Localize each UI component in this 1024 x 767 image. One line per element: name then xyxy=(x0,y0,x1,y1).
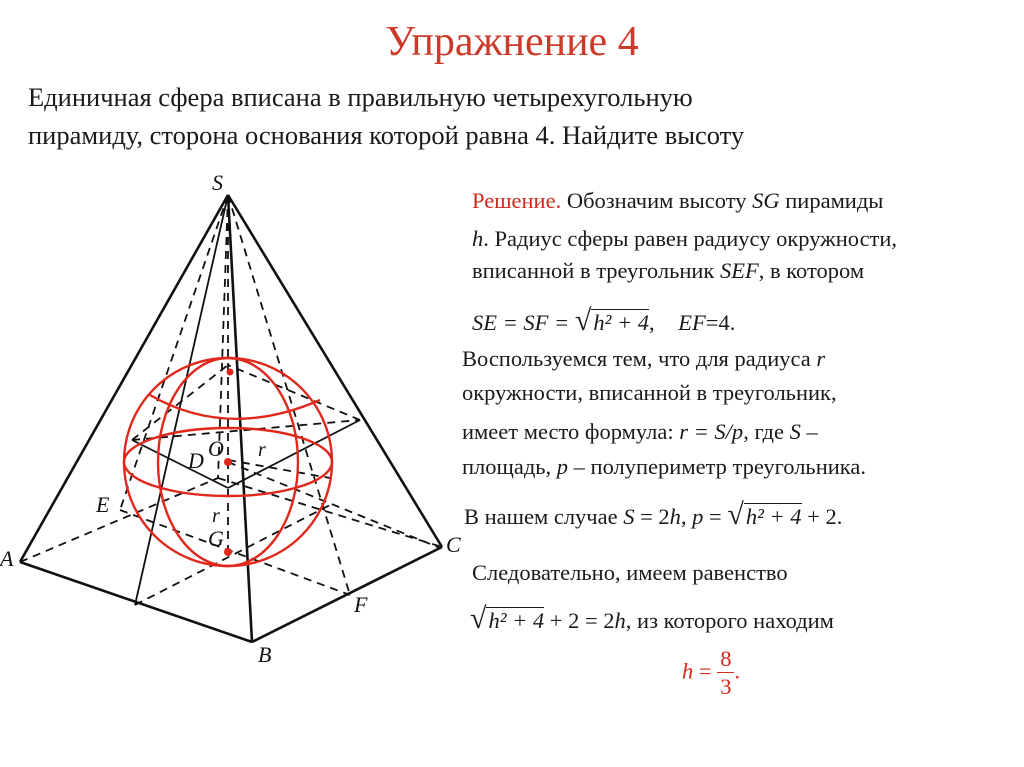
solution-line-8 xyxy=(464,500,842,532)
solution-line-9 xyxy=(472,558,788,588)
label-B: B xyxy=(258,642,272,667)
label-D: D xyxy=(188,448,204,473)
solution-label: Решение. xyxy=(472,188,562,213)
label-S: S xyxy=(212,170,223,195)
fraction-numerator: 8 xyxy=(717,646,734,673)
solution-line-2 xyxy=(472,224,897,254)
math-p: p xyxy=(556,454,569,479)
radical-sign: √ xyxy=(470,602,487,635)
solution-line-3 xyxy=(472,256,864,286)
formula-ef-value: =4. xyxy=(705,310,736,335)
formula-r: r = S/p xyxy=(679,419,744,444)
solution-text: + 2. xyxy=(801,504,843,529)
solution-text: Следовательно, имеем равенство xyxy=(472,560,788,585)
solution-text: площадь, xyxy=(462,454,557,479)
solution-text: = xyxy=(703,504,722,529)
edge-AD xyxy=(20,478,218,562)
solution-text: пирамиды xyxy=(779,188,884,213)
math-r: r xyxy=(816,346,826,371)
radicand: h² + 4 xyxy=(745,504,802,529)
label-G: G xyxy=(208,526,224,551)
equals-sign: = xyxy=(693,658,712,684)
radicand: h² + 4 xyxy=(488,608,545,633)
solution-text: . Радиус сферы равен радиусу окружности, xyxy=(483,226,898,251)
comma: , xyxy=(649,310,655,335)
solution-line-10 xyxy=(470,604,834,636)
sqrt-expression xyxy=(575,306,649,338)
solution-text: В нашем случае xyxy=(464,504,624,529)
apothem-SE xyxy=(120,195,228,510)
point-O xyxy=(224,458,232,466)
slide-title: Упражнение 4 xyxy=(385,19,639,65)
formula-left: SE = SF = xyxy=(472,310,570,335)
problem-line-1: Единичная сфера вписана в правильную четырехугольную xyxy=(28,82,693,112)
solution-text: , из которого находим xyxy=(625,608,834,633)
math-p: p xyxy=(692,504,704,529)
solution-text: Обозначим высоту xyxy=(561,188,753,213)
label-r-upper: r xyxy=(258,439,266,461)
math-EF: EF xyxy=(678,310,706,335)
math-h: h xyxy=(614,608,626,633)
solution-text: вписанной в треугольник xyxy=(472,258,720,283)
math-SEF: SEF xyxy=(719,258,759,283)
math-h: h xyxy=(472,226,484,251)
solution-text: – xyxy=(800,419,818,444)
label-F: F xyxy=(354,592,368,617)
label-r-lower: r xyxy=(212,505,220,527)
midline xyxy=(135,505,330,605)
answer-formula xyxy=(682,646,740,701)
radical-sign: √ xyxy=(574,304,592,337)
solution-text: окружности, вписанной в треугольник, xyxy=(462,380,837,405)
math-S: S xyxy=(623,504,635,529)
problem-statement xyxy=(28,78,1008,154)
sqrt-expression xyxy=(727,500,801,532)
math-SG: SG xyxy=(752,188,780,213)
solution-text: имеет место формула: xyxy=(462,419,680,444)
radical-sign: √ xyxy=(727,498,744,531)
solution-text: + 2 = 2 xyxy=(544,608,615,633)
radicand: h² + 4 xyxy=(593,310,650,335)
label-O: O xyxy=(208,436,224,461)
tangent-point xyxy=(227,369,234,376)
solution-line-5 xyxy=(462,378,837,408)
label-C: C xyxy=(446,532,461,557)
label-E: E xyxy=(96,492,110,517)
edge-DC xyxy=(218,478,442,547)
solution-text: = 2 xyxy=(634,504,670,529)
solution-text: Воспользуемся тем, что для радиуса xyxy=(462,346,817,371)
section-line-2 xyxy=(228,462,440,548)
answer-fraction xyxy=(717,646,734,701)
point-G xyxy=(224,548,232,556)
math-S: S xyxy=(789,419,801,444)
solution-text: , в котором xyxy=(758,258,865,283)
problem-line-2: пирамиду, сторона основания которой равна 4. Найдите высоту xyxy=(28,120,745,150)
solution-text: , где xyxy=(743,419,790,444)
solution-line-4 xyxy=(462,344,825,374)
solution-line-6 xyxy=(462,417,818,447)
formula-se-sf xyxy=(472,306,735,338)
math-h: h xyxy=(682,658,694,684)
edge-SA xyxy=(20,195,228,562)
solution-line-7 xyxy=(462,452,866,482)
label-A: A xyxy=(0,546,14,571)
solution-text: , xyxy=(680,504,693,529)
pyramid-figure xyxy=(0,160,470,680)
fraction-denominator: 3 xyxy=(720,674,732,699)
math-h: h xyxy=(669,504,681,529)
period: . xyxy=(734,658,741,684)
solution-line-1 xyxy=(472,186,883,216)
solution-text: – полупериметр треугольника. xyxy=(568,454,866,479)
sqrt-expression xyxy=(470,604,544,636)
